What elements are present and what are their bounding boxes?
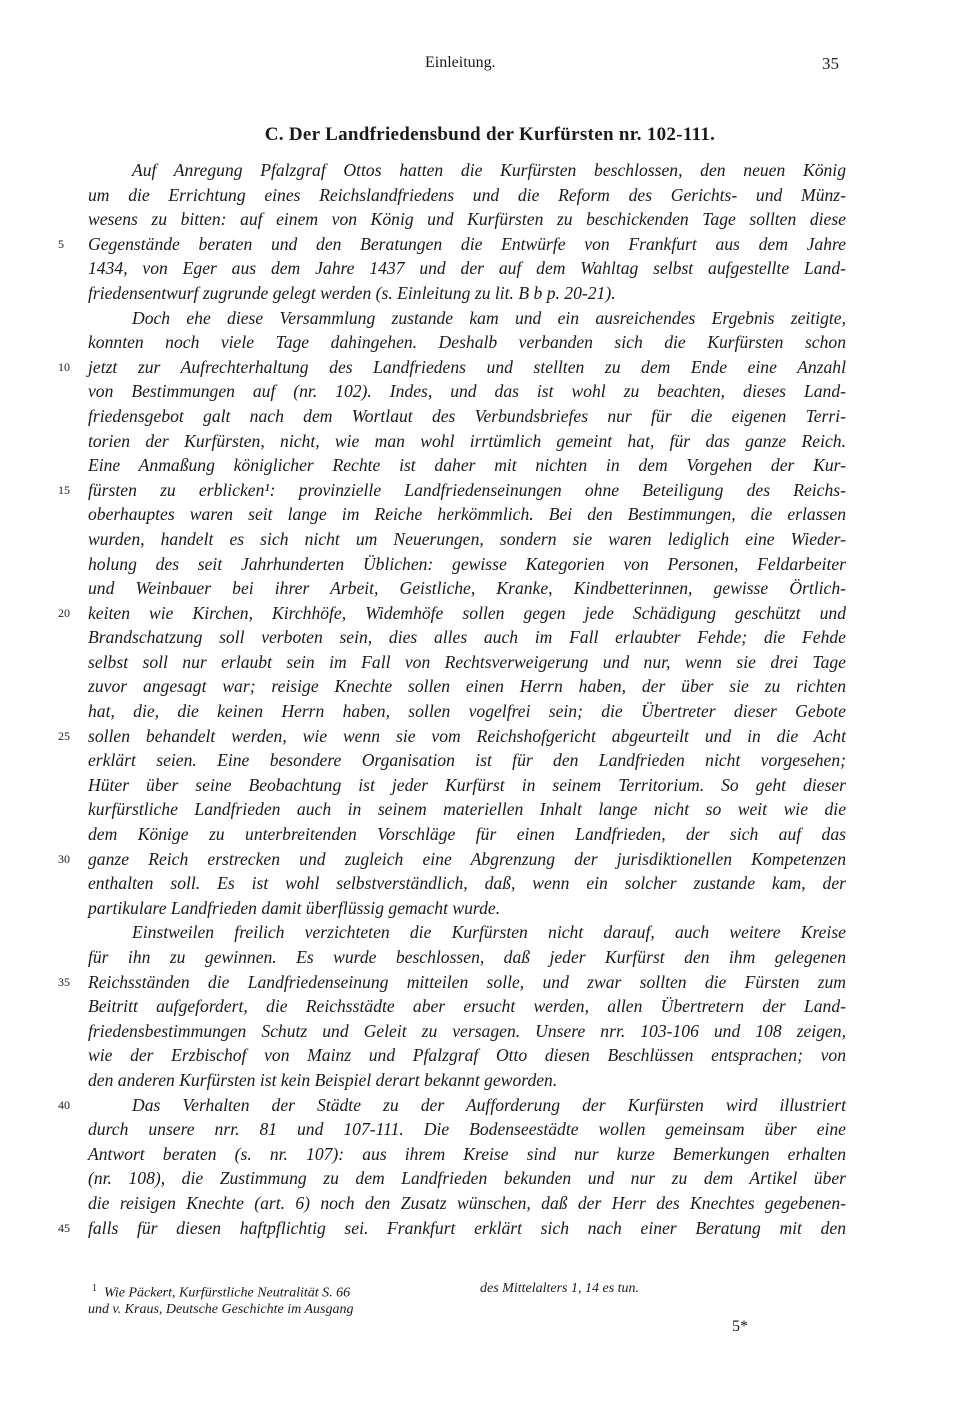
- text-line: [88, 576, 846, 601]
- line-text: holung des seit Jahrhunderten Üblichen: gewisse Kategorien von Personen, Feldarbeiter: [88, 553, 846, 574]
- text-line: [88, 429, 846, 454]
- line-text: enthalten soll. Es ist wohl selbstverständlich, daß, wenn ein solcher zustande kam, der: [88, 873, 846, 894]
- line-text: partikulare Landfrieden damit überflüssig gemacht wurde.: [88, 897, 501, 918]
- text-line: [88, 306, 846, 331]
- line-text: ganze Reich erstrecken und zugleich eine Abgrenzung der jurisdiktionellen Kompetenzen: [88, 848, 846, 869]
- line-text: dem Könige zu unterbreitenden Vorschläge für einen Landfrieden, der sich auf das: [88, 824, 846, 845]
- line-text: Beitritt aufgefordert, die Reichsstädte aber ersucht werden, allen Übertretern der Land-: [88, 996, 846, 1017]
- line-text: (nr. 108), die Zustimmung zu dem Landfrieden bekunden und nur zu dem Artikel über: [88, 1168, 846, 1189]
- line-text: sollen behandelt werden, wie wenn sie vom Reichshofgericht abgeurteilt und in die Acht: [88, 725, 846, 746]
- section-title: C. Der Landfriedensbund der Kurfürsten nr. 102-111.: [264, 124, 716, 145]
- line-text: wie der Erzbischof von Mainz und Pfalzgraf Otto diesen Beschlüssen entsprachen; von: [88, 1045, 846, 1066]
- line-text: falls für diesen haftpflichtig sei. Frankfurt erklärt sich nach einer Beratung mit den: [88, 1217, 846, 1238]
- text-line: [88, 158, 846, 183]
- line-number: 15: [58, 482, 70, 497]
- line-text: durch unsere nrr. 81 und 107-111. Die Bodenseestädte wollen gemeinsam über eine: [88, 1119, 846, 1140]
- footnote-part-b: des Mittelalters 1, 14 es tun.: [480, 1281, 640, 1296]
- line-text: torien der Kurfürsten, nicht, wie man wohl irrtümlich gemeint hat, für das ganze Reich.: [88, 430, 846, 451]
- text-line: [88, 330, 846, 355]
- text-line: [88, 552, 846, 577]
- line-number: 45: [58, 1220, 70, 1235]
- text-line: [88, 1166, 846, 1191]
- text-line: [58, 724, 846, 749]
- line-text: Brandschatzung soll verboten sein, dies alles auch im Fall erlaubter Fehde; die Fehde: [88, 627, 846, 648]
- text-line: [88, 1019, 846, 1044]
- line-text: Antwort beraten (s. nr. 107): aus ihrem Kreise sind nur kurze Bemerkungen erhalten: [88, 1143, 846, 1164]
- text-line: [88, 773, 846, 798]
- text-line: [88, 527, 846, 552]
- line-text: zuvor angesagt war; reisige Knechte sollen einen Herrn haben, der über sie zu richten: [88, 676, 846, 697]
- line-text: Reichsständen die Landfriedenseinung mitteilen solle, und zwar sollten die Fürsten zum: [88, 971, 846, 992]
- line-text: friedensentwurf zugrunde gelegt werden (s. Einleitung zu lit. B b p. 20-21).: [88, 282, 616, 303]
- running-title: Einleitung.: [425, 54, 496, 71]
- line-text: erklärt seien. Eine besondere Organisation ist für den Landfrieden nicht vorgesehen;: [88, 750, 846, 771]
- line-text: Hüter über seine Beobachtung ist jeder Kurfürst in seinem Territorium. So geht dieser: [88, 774, 846, 795]
- text-line: [88, 650, 846, 675]
- running-head: [0, 54, 960, 78]
- text-line: [58, 478, 846, 503]
- text-line: [88, 871, 846, 896]
- line-text: und Weinbauer bei ihrer Arbeit, Geistliche, Kranke, Kindbetterinnen, gewisse Örtlich-: [88, 578, 846, 599]
- body-text: [58, 158, 846, 1240]
- line-text: Gegenstände beraten und den Beratungen die Entwürfe von Frankfurt aus dem Jahre: [88, 233, 846, 254]
- line-text: keiten wie Kirchen, Kirchhöfe, Widemhöfe sollen gegen jede Schädigung geschützt und: [88, 602, 846, 623]
- text-line: [88, 1117, 846, 1142]
- text-line: [58, 1093, 846, 1118]
- text-line: [88, 625, 846, 650]
- text-line: [88, 1043, 846, 1068]
- page-number: 35: [822, 54, 839, 73]
- text-line: [88, 945, 846, 970]
- text-line: [88, 920, 846, 945]
- line-number: 5: [58, 236, 64, 251]
- line-text: Doch ehe diese Versammlung zustande kam und ein ausreichendes Ergebnis zeitigte,: [132, 307, 846, 328]
- line-text: fürsten zu erblicken¹: provinzielle Landfriedenseinungen ohne Beteiligung des Reichs-: [88, 479, 846, 500]
- text-line: [58, 601, 846, 626]
- text-line: [88, 699, 846, 724]
- text-line: [88, 994, 846, 1019]
- line-text: Das Verhalten der Städte zu der Aufforderung der Kurfürsten wird illustriert: [132, 1094, 846, 1115]
- line-text: wurden, handelt es sich nicht um Neuerungen, sondern sie waren lediglich eine Wieder-: [88, 528, 846, 549]
- line-text: um die Errichtung eines Reichslandfriedens und die Reform des Gerichts- und Münz-: [88, 184, 846, 205]
- line-text: wesens zu bitten: auf einem von König und Kurfürsten zu beschickenden Tage sollten diese: [88, 209, 846, 230]
- line-number: 30: [58, 851, 70, 866]
- text-line: [88, 1142, 846, 1167]
- text-line: [88, 207, 846, 232]
- line-number: 35: [58, 974, 70, 989]
- text-line: [88, 797, 846, 822]
- line-text: hat, die, die keinen Herrn haben, sollen vogelfrei sein; die Übertreter dieser Gebote: [88, 701, 846, 722]
- footnote-line-1: [88, 1278, 788, 1299]
- text-line: [58, 847, 846, 872]
- text-line: [88, 748, 846, 773]
- line-text: oberhauptes waren seit lange im Reiche herkömmlich. Bei den Bestimmungen, die erlassen: [88, 504, 846, 525]
- line-number: 20: [58, 605, 70, 620]
- text-line: [58, 1216, 846, 1241]
- line-text: friedensbestimmungen Schutz und Geleit zu versagen. Unsere nrr. 103-106 und 108 zeigen,: [88, 1020, 846, 1041]
- line-text: konnten noch viele Tage dahingehen. Deshalb verbanden sich die Kurfürsten schon: [88, 332, 846, 353]
- line-text: 1434, von Eger aus dem Jahre 1437 und der auf dem Wahltag selbst aufgestellte Land-: [88, 258, 846, 279]
- footnotes: [88, 1278, 788, 1320]
- line-text: von Bestimmungen auf (nr. 102). Indes, und das ist wohl zu beachten, dieses Land-: [88, 381, 846, 402]
- text-line: [88, 822, 846, 847]
- text-line: [88, 453, 846, 478]
- text-line: [88, 896, 846, 921]
- line-text: den anderen Kurfürsten ist kein Beispiel derart bekannt geworden.: [88, 1069, 558, 1090]
- line-text: Einstweilen freilich verzichteten die Kurfürsten nicht darauf, auch weitere Kreise: [132, 922, 846, 943]
- text-line: [58, 970, 846, 995]
- text-line: [88, 1068, 846, 1093]
- line-text: für ihn zu gewinnen. Es wurde beschlossen, daß jeder Kurfürst den ihm gelegenen: [88, 947, 846, 967]
- footnote-marker: 1: [92, 1283, 97, 1294]
- line-text: kurfürstliche Landfrieden auch in seinem materiellen Inhalt lange nicht so weit wie die: [88, 799, 846, 820]
- line-text: die reisigen Knechte (art. 6) noch den Zusatz wünschen, daß der Herr des Knechtes gegebenen-: [88, 1192, 846, 1213]
- footnote-part-a: Wie Päckert, Kurfürstliche Neutralität S. 66: [104, 1285, 351, 1301]
- line-text: Auf Anregung Pfalzgraf Ottos hatten die Kurfürsten beschlossen, den neuen König: [132, 160, 846, 180]
- text-line: [88, 379, 846, 404]
- line-number: 10: [58, 359, 70, 374]
- text-line: [58, 355, 846, 380]
- line-text: Eine Anmaßung königlicher Rechte ist daher mit nichten in dem Vorgehen der Kur-: [88, 455, 846, 476]
- line-text: selbst soll nur erlaubt sein im Fall von Rechtsverweigerung und nur, wenn sie drei Tage: [88, 651, 846, 672]
- line-number: 25: [58, 728, 70, 743]
- text-line: [88, 281, 846, 306]
- footnote-continuation: und v. Kraus, Deutsche Geschichte im Ausgang: [88, 1302, 354, 1317]
- text-line: [58, 232, 846, 257]
- text-line: [88, 502, 846, 527]
- line-text: jetzt zur Aufrechterhaltung des Landfriedens und stellten zu dem Ende eine Anzahl: [88, 356, 846, 377]
- text-line: [88, 404, 846, 429]
- footnote-line-2: [88, 1299, 788, 1320]
- text-line: [88, 256, 846, 281]
- line-text: friedensgebot galt nach dem Wortlaut des Verbundsbriefes nur für die eigenen Terri-: [88, 405, 846, 426]
- line-number: 40: [58, 1097, 70, 1112]
- text-line: [88, 183, 846, 208]
- signature-mark: 5*: [732, 1318, 748, 1335]
- text-line: [88, 674, 846, 699]
- text-line: [88, 1191, 846, 1216]
